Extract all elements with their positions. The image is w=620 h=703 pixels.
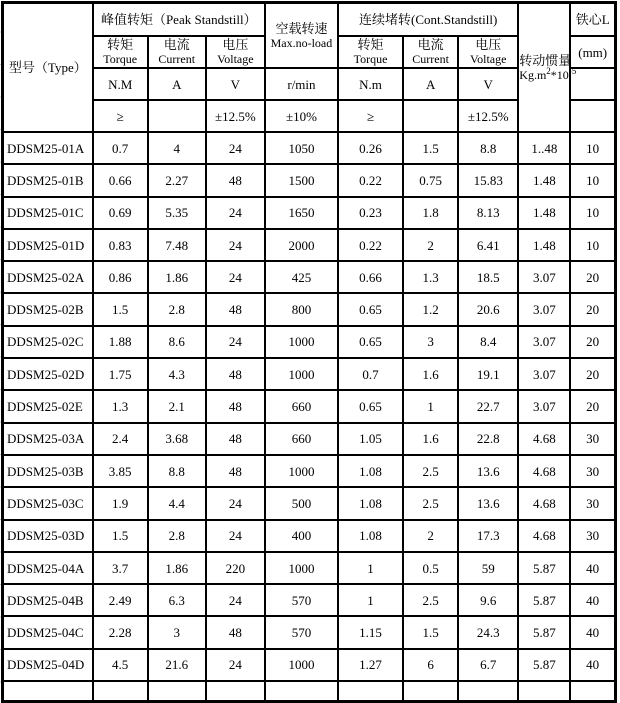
value-cell: 48 [206, 358, 265, 390]
value-cell: 400 [265, 520, 338, 552]
value-cell: 1.15 [338, 616, 403, 648]
value-cell: 3.07 [518, 326, 570, 358]
partial-cell [570, 681, 615, 702]
value-cell: 3.7 [93, 552, 148, 584]
value-cell: 4.68 [518, 520, 570, 552]
motor-spec-table [1, 1, 617, 703]
value-cell: 1.27 [338, 649, 403, 681]
value-cell: 2.28 [93, 616, 148, 648]
value-cell: 0.86 [93, 261, 148, 293]
value-cell: 660 [265, 423, 338, 455]
model-cell: DDSM25-02A [3, 261, 93, 293]
model-cell: DDSM25-03B [3, 455, 93, 487]
value-cell: 20.6 [458, 293, 518, 325]
table-row [3, 616, 616, 648]
value-cell: 8.6 [148, 326, 206, 358]
noload-speed-header [265, 3, 338, 69]
value-cell: 1.08 [338, 455, 403, 487]
value-cell: 1.5 [403, 132, 458, 164]
value-cell: 1.5 [93, 520, 148, 552]
value-cell: 0.65 [338, 390, 403, 422]
value-cell: 0.26 [338, 132, 403, 164]
value-cell: 10 [570, 164, 615, 196]
value-cell: 20 [570, 390, 615, 422]
value-cell: 24 [206, 584, 265, 616]
value-cell: 9.6 [458, 584, 518, 616]
inertia-unit: $Kg.m^2*10^{-5}$ [519, 65, 577, 82]
value-cell: 1.3 [403, 261, 458, 293]
value-cell: 10 [570, 229, 615, 261]
cont-current-header: 电流 Current [403, 36, 458, 68]
inertia-header [518, 3, 577, 133]
value-cell: 500 [265, 487, 338, 519]
value-cell: 1.86 [148, 552, 206, 584]
value-cell: 6.41 [458, 229, 518, 261]
value-cell: 48 [206, 293, 265, 325]
value-cell: 570 [265, 584, 338, 616]
value-cell: 30 [570, 520, 615, 552]
value-cell: 2000 [265, 229, 338, 261]
table-row [3, 584, 616, 616]
value-cell: 800 [265, 293, 338, 325]
value-cell: 20 [570, 358, 615, 390]
model-cell: DDSM25-01A [3, 132, 93, 164]
value-cell: 8.8 [148, 455, 206, 487]
value-cell: 3 [403, 326, 458, 358]
value-cell: 24 [206, 326, 265, 358]
value-cell: 2.1 [148, 390, 206, 422]
value-cell: 5.87 [518, 616, 570, 648]
cont-current-tol-empty [403, 100, 458, 132]
model-cell: DDSM25-02B [3, 293, 93, 325]
peak-current-unit: A [148, 68, 206, 100]
model-cell: DDSM25-04C [3, 616, 93, 648]
value-cell: 2.8 [148, 293, 206, 325]
value-cell: 660 [265, 390, 338, 422]
cont-voltage-unit: V [458, 68, 518, 100]
noload-speed-label-zh: 空载转速 [275, 20, 328, 36]
model-cell: DDSM25-04A [3, 552, 93, 584]
model-cell: DDSM25-03D [3, 520, 93, 552]
value-cell: 6 [403, 649, 458, 681]
value-cell: 40 [570, 552, 615, 584]
value-cell: 1.5 [93, 293, 148, 325]
value-cell: 0.65 [338, 293, 403, 325]
value-cell: 24 [206, 649, 265, 681]
value-cell: 1.86 [148, 261, 206, 293]
model-cell: DDSM25-03A [3, 423, 93, 455]
peak-voltage-unit: V [206, 68, 265, 100]
value-cell: 40 [570, 584, 615, 616]
value-cell: 1500 [265, 164, 338, 196]
model-cell: DDSM25-02C [3, 326, 93, 358]
value-cell: 15.83 [458, 164, 518, 196]
value-cell: 1.88 [93, 326, 148, 358]
partial-cell [518, 681, 570, 702]
noload-speed-unit: r/min [265, 68, 338, 100]
table-row [3, 649, 616, 681]
partial-cell [206, 681, 265, 702]
noload-speed-label-en: Max.no-load [270, 35, 333, 50]
value-cell: 1.5 [403, 616, 458, 648]
value-cell: 0.65 [338, 326, 403, 358]
value-cell: 20 [570, 293, 615, 325]
value-cell: 22.8 [458, 423, 518, 455]
value-cell: 48 [206, 616, 265, 648]
value-cell: 30 [570, 487, 615, 519]
value-cell: 1000 [265, 649, 338, 681]
value-cell: 21.6 [148, 649, 206, 681]
table-row [3, 197, 616, 229]
value-cell: 22.7 [458, 390, 518, 422]
partial-table-row [3, 681, 616, 702]
cont-voltage-header: 电压 Voltage [458, 36, 518, 68]
value-cell: 1 [338, 552, 403, 584]
table-row [3, 423, 616, 455]
core-empty-cell [570, 100, 615, 132]
value-cell: 24 [206, 487, 265, 519]
partial-cell [458, 681, 518, 702]
value-cell: 5.35 [148, 197, 206, 229]
core-empty-cell [570, 68, 615, 100]
value-cell: 24 [206, 261, 265, 293]
cont-torque-gte: ≥ [338, 100, 403, 132]
value-cell: 0.66 [338, 261, 403, 293]
value-cell: 1.2 [403, 293, 458, 325]
model-cell: DDSM25-01B [3, 164, 93, 196]
value-cell: 1.6 [403, 358, 458, 390]
model-cell: DDSM25-02E [3, 390, 93, 422]
value-cell: 1.08 [338, 520, 403, 552]
value-cell: 3.07 [518, 358, 570, 390]
value-cell: 1.8 [403, 197, 458, 229]
cont-current-unit: A [403, 68, 458, 100]
value-cell: 3 [148, 616, 206, 648]
value-cell: 5.87 [518, 552, 570, 584]
value-cell: 0.23 [338, 197, 403, 229]
value-cell: 0.66 [93, 164, 148, 196]
value-cell: 2.4 [93, 423, 148, 455]
core-length-unit: (mm) [570, 36, 615, 68]
value-cell: 1000 [265, 358, 338, 390]
value-cell: 4.3 [148, 358, 206, 390]
value-cell: 1.75 [93, 358, 148, 390]
value-cell: 24 [206, 229, 265, 261]
value-cell: 5.87 [518, 584, 570, 616]
peak-torque-gte: ≥ [93, 100, 148, 132]
value-cell: 5.87 [518, 649, 570, 681]
model-cell: DDSM25-04D [3, 649, 93, 681]
value-cell: 1050 [265, 132, 338, 164]
value-cell: 2.8 [148, 520, 206, 552]
value-cell: 3.85 [93, 455, 148, 487]
value-cell: 1 [338, 584, 403, 616]
value-cell: 1.9 [93, 487, 148, 519]
table-row [3, 326, 616, 358]
value-cell: 10 [570, 197, 615, 229]
model-cell: DDSM25-03C [3, 487, 93, 519]
value-cell: 3.07 [518, 293, 570, 325]
value-cell: 570 [265, 616, 338, 648]
value-cell: 48 [206, 390, 265, 422]
value-cell: 0.22 [338, 164, 403, 196]
value-cell: 6.3 [148, 584, 206, 616]
model-cell: DDSM25-01D [3, 229, 93, 261]
partial-cell [3, 681, 93, 702]
value-cell: 13.6 [458, 455, 518, 487]
value-cell: 8.13 [458, 197, 518, 229]
value-cell: 0.7 [338, 358, 403, 390]
value-cell: 2.49 [93, 584, 148, 616]
model-cell: DDSM25-04B [3, 584, 93, 616]
table-row [3, 261, 616, 293]
value-cell: 2.27 [148, 164, 206, 196]
value-cell: 0.22 [338, 229, 403, 261]
table-row [3, 455, 616, 487]
value-cell: 4.5 [93, 649, 148, 681]
value-cell: 30 [570, 455, 615, 487]
table-row [3, 164, 616, 196]
value-cell: 6.7 [458, 649, 518, 681]
value-cell: 1.48 [518, 229, 570, 261]
value-cell: 1.6 [403, 423, 458, 455]
value-cell: 48 [206, 455, 265, 487]
value-cell: 425 [265, 261, 338, 293]
table-row [3, 390, 616, 422]
value-cell: 1000 [265, 326, 338, 358]
value-cell: 1650 [265, 197, 338, 229]
value-cell: 40 [570, 616, 615, 648]
value-cell: 17.3 [458, 520, 518, 552]
value-cell: 24 [206, 520, 265, 552]
value-cell: 4 [148, 132, 206, 164]
value-cell: 3.07 [518, 261, 570, 293]
value-cell: 59 [458, 552, 518, 584]
partial-cell [93, 681, 148, 702]
value-cell: 2.5 [403, 584, 458, 616]
partial-cell [403, 681, 458, 702]
inertia-label-zh: 转动惯量 [519, 52, 572, 68]
table-row [3, 358, 616, 390]
value-cell: 7.48 [148, 229, 206, 261]
value-cell: 4.68 [518, 455, 570, 487]
value-cell: 4.68 [518, 423, 570, 455]
value-cell: 13.6 [458, 487, 518, 519]
value-cell: 3.68 [148, 423, 206, 455]
value-cell: 20 [570, 261, 615, 293]
value-cell: 8.8 [458, 132, 518, 164]
table-row [3, 520, 616, 552]
value-cell: 10 [570, 132, 615, 164]
peak-current-tol-empty [148, 100, 206, 132]
table-row [3, 293, 616, 325]
value-cell: 1.3 [93, 390, 148, 422]
value-cell: 48 [206, 423, 265, 455]
value-cell: 1..48 [518, 132, 570, 164]
value-cell: 0.75 [403, 164, 458, 196]
partial-cell [338, 681, 403, 702]
value-cell: 4.68 [518, 487, 570, 519]
value-cell: 18.5 [458, 261, 518, 293]
peak-torque-unit: N.M [93, 68, 148, 100]
value-cell: 0.83 [93, 229, 148, 261]
value-cell: 1 [403, 390, 458, 422]
noload-speed-tolerance: ±10% [265, 100, 338, 132]
value-cell: 1.48 [518, 197, 570, 229]
value-cell: 40 [570, 649, 615, 681]
cont-torque-header: 转矩 Torque [338, 36, 403, 68]
value-cell: 2.5 [403, 455, 458, 487]
table-row [3, 132, 616, 164]
value-cell: 0.69 [93, 197, 148, 229]
cont-torque-unit: N.m [338, 68, 403, 100]
peak-current-header: 电流 Current [148, 36, 206, 68]
table-row [3, 552, 616, 584]
type-column-header: 型号（Type） [3, 3, 93, 133]
value-cell: 2 [403, 520, 458, 552]
value-cell: 19.1 [458, 358, 518, 390]
cont-standstill-group-header: 连续堵转(Cont.Standstill) [338, 3, 518, 37]
value-cell: 20 [570, 326, 615, 358]
value-cell: 1.48 [518, 164, 570, 196]
peak-voltage-tolerance: ±12.5% [206, 100, 265, 132]
value-cell: 1000 [265, 552, 338, 584]
peak-voltage-header: 电压 Voltage [206, 36, 265, 68]
value-cell: 0.7 [93, 132, 148, 164]
table-body [3, 132, 616, 702]
value-cell: 1.05 [338, 423, 403, 455]
partial-cell [265, 681, 338, 702]
value-cell: 24 [206, 197, 265, 229]
peak-torque-header: 转矩 Torque [93, 36, 148, 68]
value-cell: 3.07 [518, 390, 570, 422]
value-cell: 24 [206, 132, 265, 164]
value-cell: 1.08 [338, 487, 403, 519]
value-cell: 1000 [265, 455, 338, 487]
value-cell: 8.4 [458, 326, 518, 358]
value-cell: 0.5 [403, 552, 458, 584]
model-cell: DDSM25-02D [3, 358, 93, 390]
table-header [3, 3, 616, 133]
model-cell: DDSM25-01C [3, 197, 93, 229]
table-row [3, 229, 616, 261]
value-cell: 220 [206, 552, 265, 584]
partial-cell [148, 681, 206, 702]
value-cell: 2 [403, 229, 458, 261]
value-cell: 24.3 [458, 616, 518, 648]
peak-standstill-group-header: 峰值转矩（Peak Standstill） [93, 3, 265, 37]
table-row [3, 487, 616, 519]
value-cell: 2.5 [403, 487, 458, 519]
value-cell: 48 [206, 164, 265, 196]
cont-voltage-tolerance: ±12.5% [458, 100, 518, 132]
core-length-header: 铁心L [570, 3, 615, 37]
value-cell: 4.4 [148, 487, 206, 519]
value-cell: 30 [570, 423, 615, 455]
